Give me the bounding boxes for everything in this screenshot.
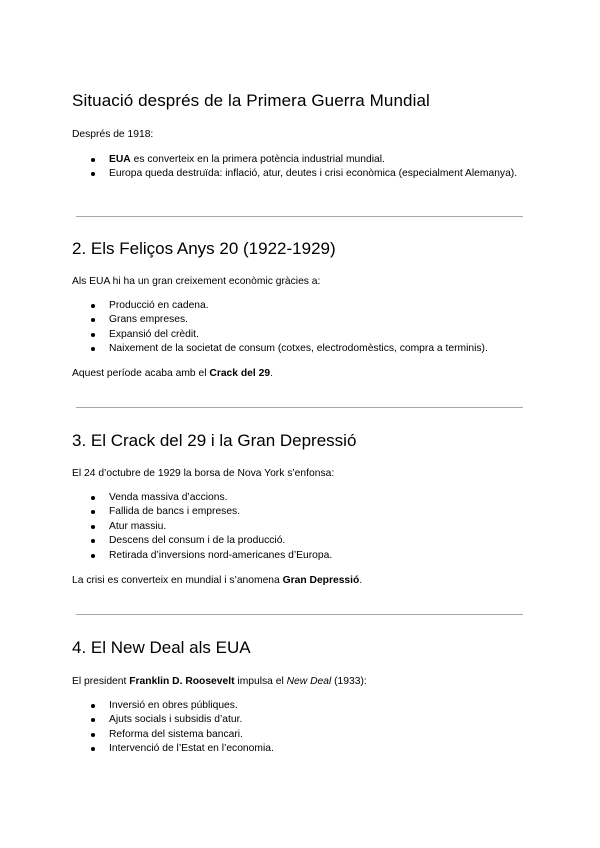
bold-term: Crack del 29 <box>209 368 271 380</box>
section-divider <box>76 407 523 408</box>
bullet-list <box>72 153 528 182</box>
section-intro: El 24 d’octubre de 1929 la borsa de Nova York s’enfonsa: <box>72 467 335 479</box>
list-item: Descens del consum i de la producció. <box>72 534 528 549</box>
list-item: Reforma del sistema bancari. <box>72 728 528 743</box>
intro-text: El president <box>72 675 130 687</box>
list-item: Retirada d’inversions nord-americanes d’Europa. <box>72 549 528 564</box>
section-crack-29 <box>72 432 528 588</box>
item-text: es converteix en la primera potència industrial mundial. <box>130 153 385 165</box>
section-new-deal <box>72 639 528 757</box>
list-item: Europa queda destruïda: inflació, atur, deutes i crisi econòmica (especialment Alemanya). <box>72 167 528 182</box>
closing-text: . <box>359 574 363 586</box>
section-intro: Als EUA hi ha un gran creixement econòmic gràcies a: <box>72 275 321 287</box>
list-item: Expansió del crèdit. <box>72 328 528 343</box>
bold-term: Franklin D. Roosevelt <box>129 675 235 687</box>
section-title: Situació després de la Primera Guerra Mundial <box>72 91 430 110</box>
section-intro <box>72 675 528 689</box>
section-roaring-twenties <box>72 240 528 381</box>
list-item: Atur massiu. <box>72 520 528 535</box>
bullet-list <box>72 699 528 757</box>
section-title: 4. El New Deal als EUA <box>72 638 251 657</box>
list-item: Grans empreses. <box>72 313 528 328</box>
intro-text: impulsa el <box>234 675 287 687</box>
bullet-list <box>72 299 528 357</box>
bullet-list <box>72 491 528 564</box>
list-item: Venda massiva d’accions. <box>72 491 528 506</box>
section-divider <box>76 216 523 217</box>
list-item <box>72 153 528 168</box>
list-item: Inversió en obres públiques. <box>72 699 528 714</box>
section-title: 3. El Crack del 29 i la Gran Depressió <box>72 431 357 450</box>
list-item: Fallida de bancs i empreses. <box>72 505 528 520</box>
closing-text: La crisi es converteix en mundial i s’anomena <box>72 574 283 586</box>
bold-term: EUA <box>109 153 131 165</box>
italic-term: New Deal <box>286 675 332 687</box>
closing-text: Aquest període acaba amb el <box>72 368 210 380</box>
bold-term: Gran Depressió <box>282 574 360 586</box>
list-item: Producció en cadena. <box>72 299 528 314</box>
list-item: Intervenció de l’Estat en l’economia. <box>72 742 528 757</box>
section-closing <box>72 367 528 381</box>
section-intro: Després de 1918: <box>72 128 154 140</box>
list-item: Naixement de la societat de consum (cotxes, electrodomèstics, compra a terminis). <box>72 342 528 357</box>
section-closing <box>72 574 528 588</box>
section-post-war <box>72 92 528 182</box>
section-divider <box>76 614 523 615</box>
list-item: Ajuts socials i subsidis d’atur. <box>72 713 528 728</box>
closing-text: . <box>270 368 273 380</box>
section-title: 2. Els Feliços Anys 20 (1922-1929) <box>72 239 336 258</box>
intro-text: (1933): <box>331 675 367 687</box>
